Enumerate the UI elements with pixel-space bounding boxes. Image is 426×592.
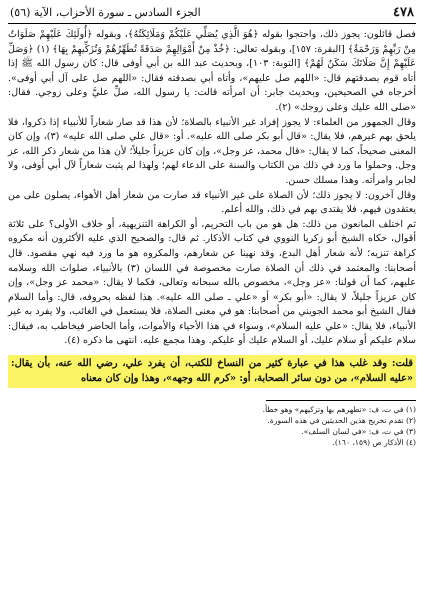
footnote: (٤) الأذكار ص (١٥٩، ١٦٠). <box>332 438 416 448</box>
footnote: (٣) في ت، ف: «في لسان السلف». <box>301 427 416 437</box>
highlighted-text: قلت: وقد غلب هذا في عبارة كثير من النساخ للكتب، أن يفرد علي، رضي الله عنه، بأن يقال: «عليه السلام»، من دون سائر الصحابة، أو: «كرم الله وجهه»، وهذا وإن كان معناه <box>11 358 413 384</box>
paragraph: فصل قائلون: يجوز ذلك، واحتجوا بقوله ﴿هُوَ الَّذِي يُصَلِّي عَلَيْكُمْ وَمَلَائِكَتُهُ﴾، وبقوله ﴿أُولَئِكَ عَلَيْهِمْ صَلَوَاتٌ مِنْ رَبِّهِمْ وَرَحْمَةٌ﴾ [البقرة: ١٥٧]، وبقوله تعالى: ﴿خُذْ مِنْ أَمْوَالِهِمْ صَدَقَةً تُطَهِّرُهُمْ وَتُزَكِّيهِمْ بِهَا﴾ (١) ﴿وَصَلِّ عَلَيْهِمْ إِنَّ صَلَاتَكَ سَكَنٌ لَهُمْ﴾ [التوبة: ١٠٣]، وبحديث عبد الله بن أبي أوفى قال: كان رسول الله ﷺ إذا أتاه قوم بصدقتهم قال: «اللهم صل عليهم»، وأتاه أبي بصدقته فقال: «اللهم صل على آل أبي أوفى». أخرجاه في الصحيحين، وبحديث جابر: أن امرأته قالت: يا رسول الله، صلِّ عليَّ وعلى زوجي. فقال: «صلى الله عليك وعلى زوجك» (٢). <box>8 29 416 113</box>
footnote-divider <box>266 400 416 401</box>
paragraph: ثم اختلف المانعون من ذلك: هل هو من باب التحريم، أو الكراهة التنزيهية، أو خلاف الأولى؟ على ثلاثة أقوال، حكاه الشيخ أبو زكريا النووي في كتاب الأذكار. ثم قال: والصحيح الذي عليه الأكثرون أنه مكروه كراهة تنزيه؛ لأنه شعار أهل البدع، وقد نهينا عن شعارهم، والمكروه هو ما ورد فيه نهي مقصود. قال أصحابنا: والمعتمد في ذلك أن الصلاة صارت مخصوصة في اللسان (٣) بالأنبياء، صلوات الله وسلامه عليهم، كما أن قولنا: «عز وجل»، مخصوص بالله سبحانه وتعالى، فكما لا يقال: «محمد عز وجل»، وإن كان عزيزاً جليلاً، لا يقال: «أبو بكر» أو «علي ـ صلى الله عليه». هذا لفظه بحروفه، قال: وأما السلام فقال الشيخ أبو محمد الجويني من أصحابنا: هو في معنى الصلاة، فلا يستعمل في الغائب، ولا يفرد به غير الأنبياء، فلا يقال: «علي عليه السلام»، وسواء في هذا الأحياء والأموات، وأما الحاضر فيخاطب به، فيقال: سلام عليكم أو سلام عليك، أو السلام عليك أو عليكم. وهذا مجمع عليه. انتهى ما ذكره (٤). <box>8 218 417 347</box>
footnote: (١) في ت، ف: «تطهرهم بها وتزكيهم» وهو خطأ. <box>262 405 416 415</box>
page-number: ٤٧٨ <box>393 5 414 20</box>
footnote: (٢) تقدم تخريج هذين الحديثين في هذه السورة. <box>267 416 416 426</box>
running-title: الجزء السادس ـ سورة الأحزاب، الآية (٥٦) <box>10 6 201 19</box>
footnotes <box>8 404 416 448</box>
body-text <box>8 28 416 349</box>
paragraph: وقال الجمهور من العلماء: لا يجوز إفراد غير الأنبياء بالصلاة؛ لأن هذا قد صار شعاراً للأنبياء إذا ذكروا، فلا يلحق بهم غيرهم، فلا يقال: «قال أبو بكر صلى الله عليه». أو: «قال علي صلى الله عليه» (٣)، وإن كان المعنى صحيحاً، كما لا يقال: «قال محمد، عز وجل»، وإن كان عزيزاً جليلاً؛ لأن هذا من شعار ذكر الله، عز وجل. وحملوا ما ورد في ذلك من الكتاب والسنة على الدعاء لهم؛ ولهذا لم يثبت شعاراً لآل أبي أوفى، ولا لجابر وامرأته. وهذا مسلك حسن. <box>8 116 416 186</box>
running-header <box>8 6 416 24</box>
highlighted-passage <box>8 355 416 388</box>
paragraph: وقال آخرون: لا يجوز ذلك؛ لأن الصلاة على غير الأنبياء قد صارت من شعار أهل الأهواء، يصلون على من يعتقدون فيهم، فلا يقتدى بهم في ذلك، والله أعلم. <box>8 189 416 216</box>
